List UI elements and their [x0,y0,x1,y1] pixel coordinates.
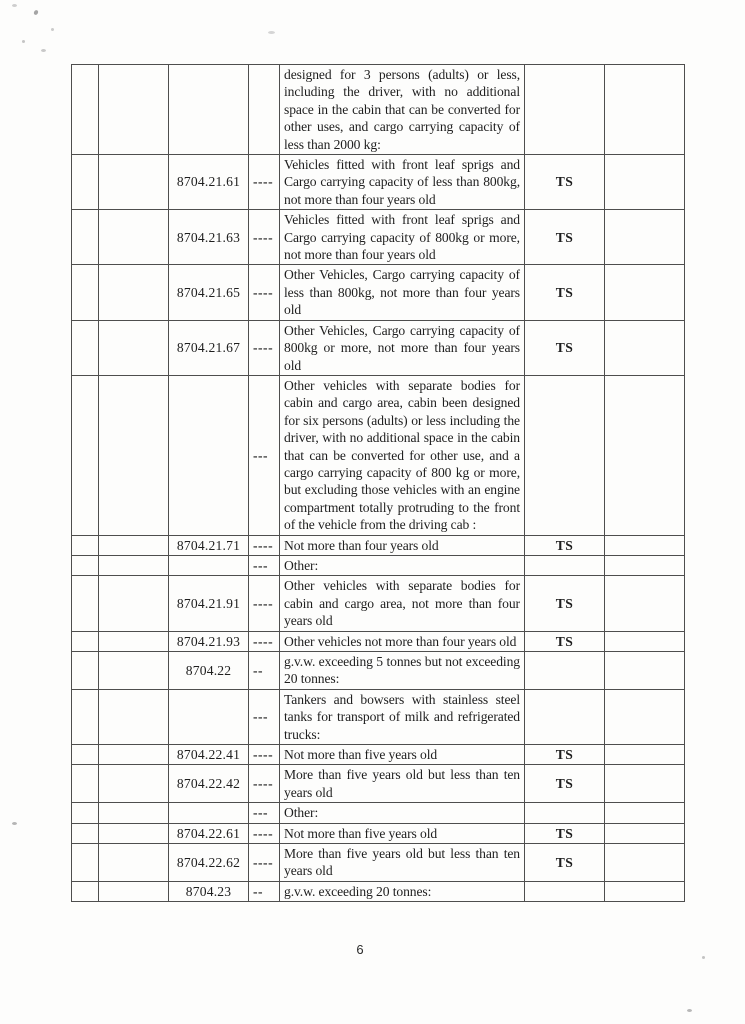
dash-level: ---- [249,535,280,555]
dash-level: -- [249,881,280,901]
hs-code: 8704.22.41 [169,745,249,765]
dash-level: --- [249,555,280,575]
scan-speck [687,1009,692,1012]
duty-status [525,652,605,690]
table-row [72,65,685,155]
description: Other: [280,803,525,823]
blank-cell [72,65,99,155]
table-row [72,576,685,631]
table-row [72,765,685,803]
blank-cell [605,320,685,375]
description: More than five years old but less than ten years old [280,844,525,882]
blank-cell [99,823,169,843]
blank-cell [605,535,685,555]
hs-code: 8704.22.62 [169,844,249,882]
hs-code: 8704.21.61 [169,155,249,210]
blank-cell [72,375,99,535]
blank-cell [605,555,685,575]
dash-level: ---- [249,745,280,765]
scan-speck [33,9,39,15]
dash-level: --- [249,375,280,535]
table-row [72,631,685,651]
blank-cell [605,65,685,155]
hs-code: 8704.21.91 [169,576,249,631]
table-row [72,652,685,690]
dash-level: --- [249,689,280,744]
blank-cell [605,881,685,901]
table-row [72,881,685,901]
blank-cell [605,375,685,535]
duty-status: TS [525,631,605,651]
blank-cell [72,689,99,744]
scan-speck [12,822,17,825]
dash-level: ---- [249,265,280,320]
blank-cell [72,555,99,575]
description: g.v.w. exceeding 20 tonnes: [280,881,525,901]
table-row [72,155,685,210]
table-row [72,375,685,535]
hs-code: 8704.22.61 [169,823,249,843]
table-row [72,803,685,823]
blank-cell [99,375,169,535]
duty-status: TS [525,320,605,375]
description: Other Vehicles, Cargo carrying capacity of 800kg or more, not more than four years old [280,320,525,375]
blank-cell [99,535,169,555]
duty-status: TS [525,210,605,265]
table-row [72,745,685,765]
table-row [72,210,685,265]
duty-status [525,555,605,575]
table-row [72,689,685,744]
description: Vehicles fitted with front leaf sprigs and Cargo carrying capacity of less than 800kg, not more than four years old [280,155,525,210]
scan-speck [41,49,46,52]
blank-cell [605,631,685,651]
blank-cell [72,881,99,901]
blank-cell [605,576,685,631]
hs-code: 8704.23 [169,881,249,901]
dash-level: ---- [249,823,280,843]
duty-status: TS [525,576,605,631]
blank-cell [99,631,169,651]
blank-cell [99,844,169,882]
duty-status [525,375,605,535]
dash-level: ---- [249,155,280,210]
hs-code [169,689,249,744]
dash-level: --- [249,803,280,823]
hs-code: 8704.21.65 [169,265,249,320]
description: Tankers and bowsers with stainless steel tanks for transport of milk and refrigerated trucks: [280,689,525,744]
blank-cell [605,689,685,744]
table-row [72,844,685,882]
scan-speck [268,31,275,34]
description: Other vehicles with separate bodies for cabin and cargo area, not more than four years old [280,576,525,631]
scan-speck [702,956,705,959]
description: More than five years old but less than ten years old [280,765,525,803]
scan-speck [22,40,25,43]
duty-status [525,65,605,155]
blank-cell [99,652,169,690]
tariff-table [71,64,685,902]
blank-cell [99,155,169,210]
blank-cell [72,155,99,210]
blank-cell [72,803,99,823]
duty-status: TS [525,745,605,765]
hs-code: 8704.22.42 [169,765,249,803]
description: Other vehicles not more than four years old [280,631,525,651]
dash-level: ---- [249,844,280,882]
table-row [72,320,685,375]
page-number: 6 [356,942,364,957]
blank-cell [72,210,99,265]
dash-level: ---- [249,631,280,651]
hs-code [169,803,249,823]
description: Vehicles fitted with front leaf sprigs and Cargo carrying capacity of 800kg or more, not more than four years old [280,210,525,265]
hs-code: 8704.21.63 [169,210,249,265]
description: g.v.w. exceeding 5 tonnes but not exceeding 20 tonnes: [280,652,525,690]
description: Other: [280,555,525,575]
blank-cell [72,652,99,690]
dash-level [249,65,280,155]
blank-cell [605,745,685,765]
hs-code [169,375,249,535]
duty-status: TS [525,155,605,210]
blank-cell [99,765,169,803]
description: Not more than five years old [280,823,525,843]
blank-cell [605,652,685,690]
blank-cell [72,265,99,320]
blank-cell [99,576,169,631]
description: Other Vehicles, Cargo carrying capacity of less than 800kg, not more than four years old [280,265,525,320]
duty-status [525,803,605,823]
dash-level: ---- [249,210,280,265]
description: Not more than four years old [280,535,525,555]
scan-speck [12,4,17,7]
blank-cell [72,631,99,651]
duty-status: TS [525,844,605,882]
blank-cell [72,823,99,843]
blank-cell [72,576,99,631]
blank-cell [605,765,685,803]
blank-cell [72,535,99,555]
dash-level: ---- [249,765,280,803]
blank-cell [605,803,685,823]
hs-code [169,65,249,155]
table-row [72,265,685,320]
description: Other vehicles with separate bodies for cabin and cargo area, cabin been designed for six persons (adults) or less including the driver, with no additional space in the cabin that can be converted for other use, and a cargo carrying capacity of 800 kg or more, but excluding those vehicles with an engine compartment totally protruding to the front of the vehicle from the driving cab : [280,375,525,535]
description: designed for 3 persons (adults) or less, including the driver, with no additional space in the cabin that can be converted for other uses, and cargo carrying capacity of less than 2000 kg: [280,65,525,155]
blank-cell [99,745,169,765]
blank-cell [72,320,99,375]
hs-code: 8704.21.93 [169,631,249,651]
blank-cell [72,844,99,882]
blank-cell [605,265,685,320]
hs-code [169,555,249,575]
hs-code: 8704.21.71 [169,535,249,555]
duty-status: TS [525,535,605,555]
scan-speck [51,28,54,31]
table-row [72,555,685,575]
table-row [72,823,685,843]
blank-cell [99,555,169,575]
duty-status: TS [525,823,605,843]
duty-status: TS [525,765,605,803]
dash-level: -- [249,652,280,690]
duty-status [525,689,605,744]
blank-cell [72,745,99,765]
hs-code: 8704.22 [169,652,249,690]
blank-cell [72,765,99,803]
blank-cell [99,689,169,744]
dash-level: ---- [249,576,280,631]
blank-cell [99,265,169,320]
duty-status [525,881,605,901]
blank-cell [605,844,685,882]
blank-cell [99,65,169,155]
blank-cell [99,803,169,823]
duty-status: TS [525,265,605,320]
table-row [72,535,685,555]
blank-cell [605,823,685,843]
blank-cell [99,881,169,901]
blank-cell [605,155,685,210]
blank-cell [99,210,169,265]
hs-code: 8704.21.67 [169,320,249,375]
blank-cell [605,210,685,265]
blank-cell [99,320,169,375]
description: Not more than five years old [280,745,525,765]
dash-level: ---- [249,320,280,375]
